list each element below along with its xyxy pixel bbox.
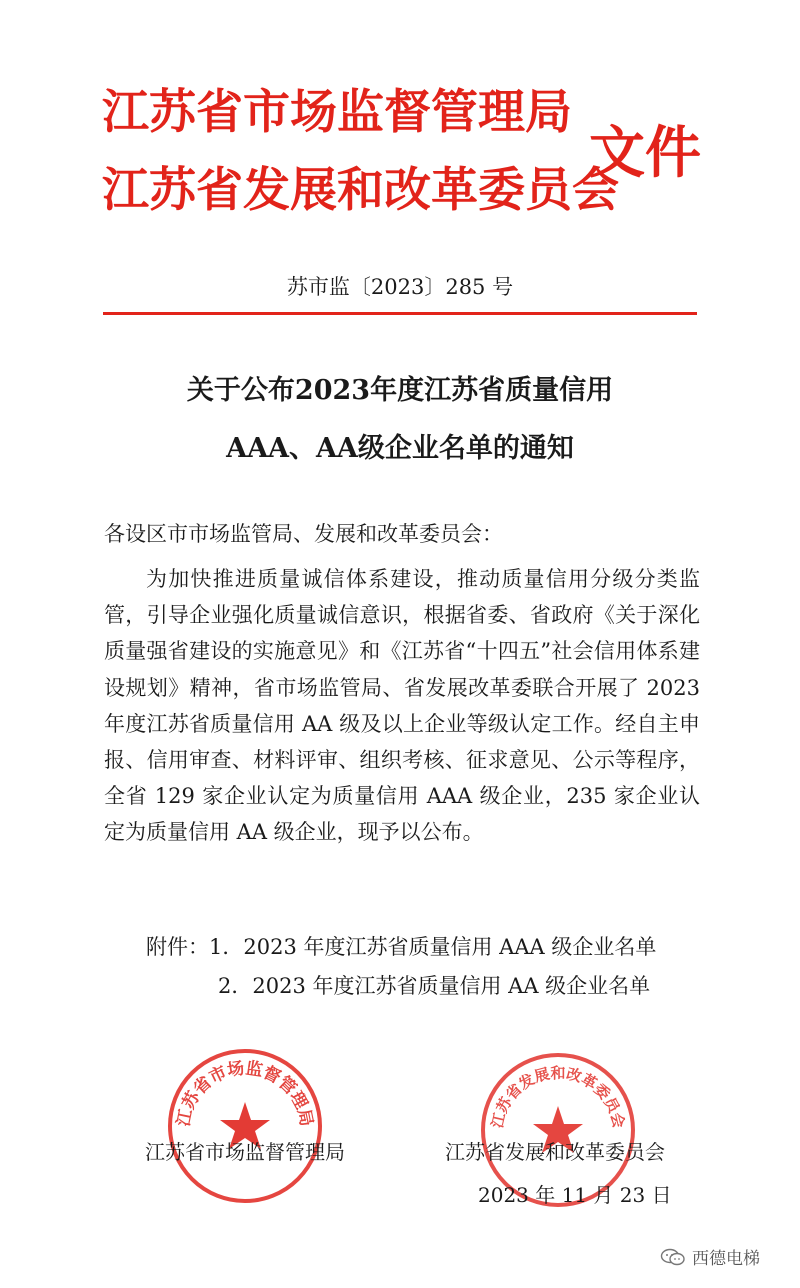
body-paragraph: 为加快推进质量诚信体系建设，推动质量信用分级分类监管，引导企业强化质量诚信意识，根据省委、省政府《关于深化质量强省建设的实施意见》和《江苏省“十四五”社会信用体系建设规划》精神，省市场监管局、省发展改革委联合开展了 2023 年度江苏省质量信用 AA 级及以上企业等级认定工作。经自主申报、信用审查、材料评审、组织考核、征求意见、公示等程序，全省 129 家企业认定为质量信用 AAA 级企业，235 家企业认定为质量信用 AA 级企业，现予以公布。 bbox=[104, 567, 700, 845]
salutation: 各设区市市场监管局、发展和改革委员会： bbox=[104, 522, 503, 546]
title-line-1: 关于公布2023年度江苏省质量信用 bbox=[186, 375, 614, 406]
attachment-item-1: 附件：1．2023 年度江苏省质量信用 AAA 级企业名单 bbox=[146, 935, 657, 959]
red-divider bbox=[103, 312, 697, 315]
official-seal-market-regulation bbox=[165, 1046, 325, 1206]
seal-2-text: 江苏省发展和改革委员会 bbox=[488, 1064, 628, 1130]
issuer-name-2: 江苏省发展和改革委员会 bbox=[102, 163, 619, 218]
wechat-icon bbox=[660, 1248, 686, 1266]
source-watermark bbox=[660, 1244, 760, 1269]
issuer-name-1: 江苏省市场监督管理局 bbox=[102, 85, 572, 140]
attachment-item-2: 2．2023 年度江苏省质量信用 AA 级企业名单 bbox=[218, 974, 651, 998]
signer-2: 江苏省发展和改革委员会 bbox=[445, 1140, 665, 1164]
watermark-text: 西德电梯 bbox=[692, 1249, 760, 1269]
signer-1: 江苏省市场监督管理局 bbox=[145, 1140, 345, 1164]
issue-date: 2023 年 11 月 23 日 bbox=[478, 1183, 672, 1207]
document-kind: 文件 bbox=[589, 121, 701, 186]
title-line-2: AAA、AA级企业名单的通知 bbox=[226, 433, 574, 464]
document-number: 苏市监〔2023〕285 号 bbox=[286, 275, 514, 299]
seal-1-text: 江苏省市场监督管理局 bbox=[173, 1058, 317, 1129]
